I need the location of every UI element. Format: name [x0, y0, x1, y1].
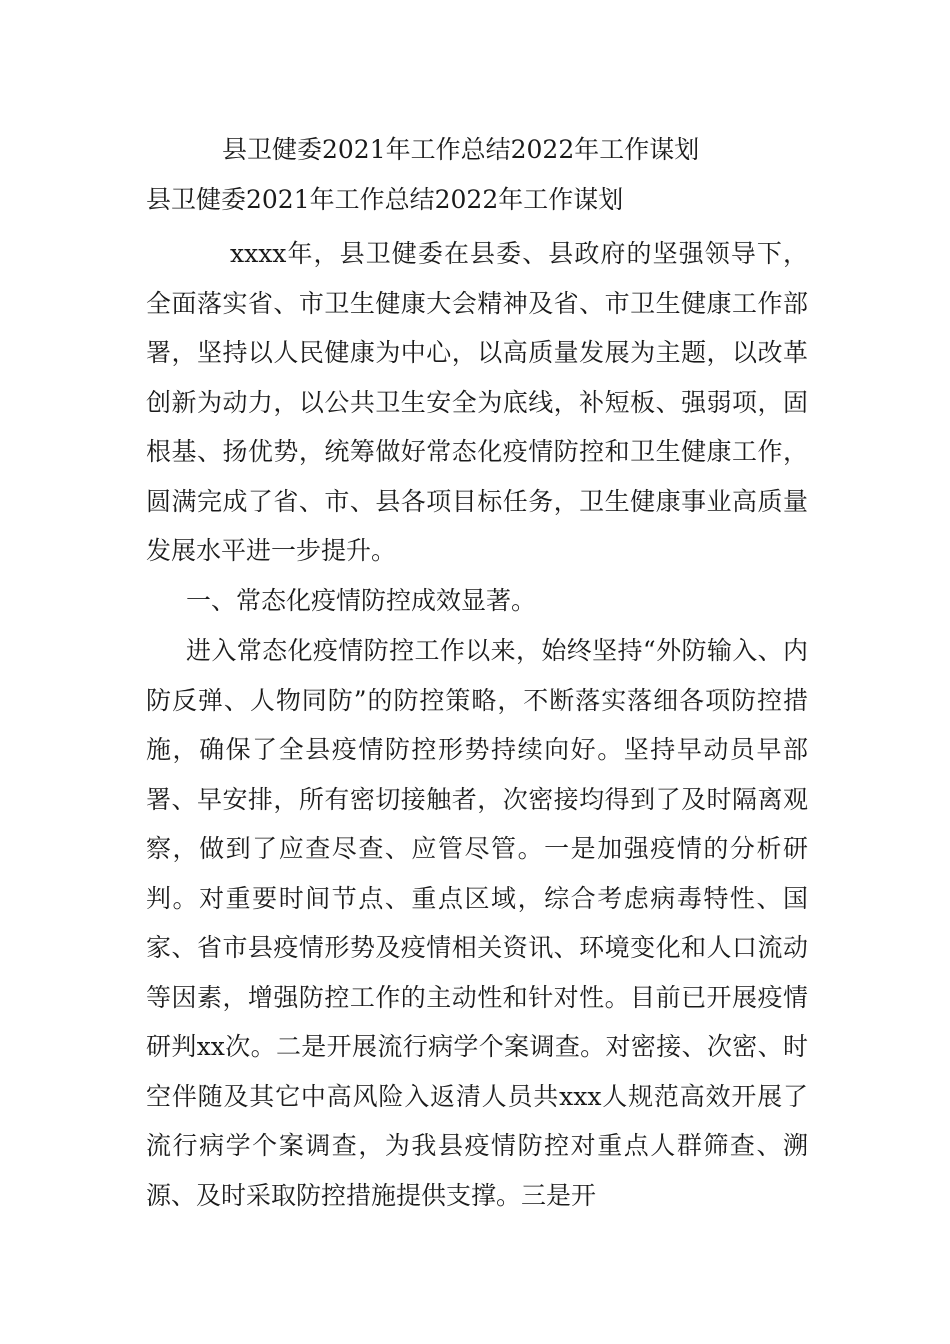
- intro-paragraph: xxxx年，县卫健委在县委、县政府的坚强领导下，全面落实省、市卫生健康大会精神及省、市卫生健康工作部署，坚持以人民健康为中心，以高质量发展为主题，以改革创新为动力，以公共卫生安全为底线，补短板、强弱项，固根基、扬优势，统筹做好常态化疫情防控和卫生健康工作，圆满完成了省、市、县各项目标任务，卫生健康事业高质量发展水平进一步提升。: [146, 239, 808, 565]
- document-title-line-2: 县卫健委2021年工作总结2022年工作谋划: [146, 185, 624, 214]
- document-title-line-1: 县卫健委2021年工作总结2022年工作谋划: [222, 135, 700, 164]
- section-paragraph: 进入常态化疫情防控工作以来，始终坚持“外防输入、内防反弹、人物同防”的防控策略，不断落实落细各项防控措施，确保了全县疫情防控形势持续向好。坚持早动员早部署、早安排，所有密切接触者，次密接均得到了及时隔离观察，做到了应查尽查、应管尽管。一是加强疫情的分析研判。对重要时间节点、重点区域，综合考虑病毒特性、国家、省市县疫情形势及疫情相关资讯、环境变化和人口流动等因素，增强防控工作的主动性和针对性。目前已开展疫情研判xx次。二是开展流行病学个案调查。对密接、次密、时空伴随及其它中高风险入返清人员共xxx人规范高效开展了流行病学个案调查，为我县疫情防控对重点人群筛查、溯源、及时采取防控措施提供支撑。三是开: [146, 636, 808, 1210]
- section-heading: 一、常态化疫情防控成效显著。: [186, 586, 537, 615]
